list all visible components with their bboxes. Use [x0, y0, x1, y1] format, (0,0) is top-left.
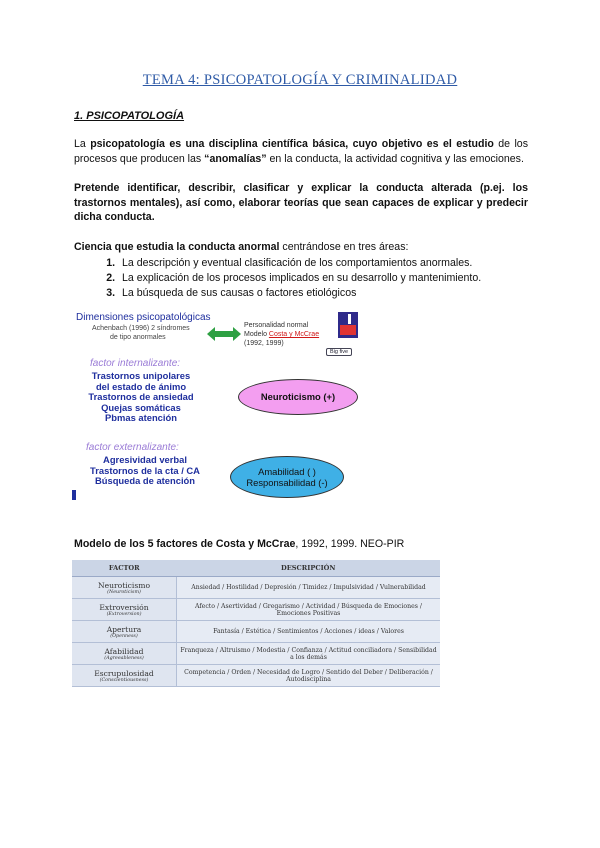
external-factor-label: factor externalizante: [86, 442, 179, 453]
internal-item: Trastornos unipolares [91, 370, 191, 381]
external-item: Trastornos de la cta / CA [90, 464, 200, 476]
p1-t5: en la conducta, la actividad cognitiva y las emociones. [266, 152, 524, 165]
p1-t1: La [74, 138, 91, 150]
p3-rest: centrándose en tres áreas: [279, 241, 409, 253]
factor-english: (Extroversion) [106, 611, 142, 617]
p1-t4: “anomalías” [204, 152, 267, 165]
factor-cell [72, 643, 177, 665]
agreeableness-ellipse [230, 456, 344, 498]
internal-item: Pbmas atención [105, 412, 177, 424]
description-cell: Fantasía / Estética / Sentimientos / Acciones / ideas / Valores [177, 621, 441, 643]
list-item: 2. La explicación de los procesos implicados en su desarrollo y mantenimiento. [118, 271, 538, 286]
description-cell: Competencia / Orden / Necesidad de Logro / Sentido del Deber / Deliberación / Autodisciplina [177, 665, 441, 687]
table-row [72, 621, 440, 643]
pers-line2 [244, 331, 319, 338]
internal-item: Quejas somáticas [101, 401, 181, 413]
p3-bold: Ciencia que estudia la conducta anormal [74, 241, 280, 253]
caption-bold: Modelo de los 5 factores de Costa y McCrae [74, 538, 296, 550]
description-cell: Ansiedad / Hostilidad / Depresión / Timidez / Impulsividad / Vulnerabilidad [177, 577, 441, 599]
dim-sub2: de tipo anormales [110, 334, 166, 341]
factor-name: Apertura [106, 624, 142, 634]
neuroticism-ellipse: Neuroticismo (+) [238, 379, 358, 415]
p1-t3: de los procesos que producen las [74, 138, 528, 165]
factor-name: Extroversión [99, 602, 149, 612]
dimensions-figure [72, 310, 372, 500]
neo-pir-table [72, 560, 440, 687]
table-row [72, 643, 440, 665]
areas-list [74, 256, 538, 301]
description-cell: Franqueza / Altruismo / Modestia / Confianza / Actitud conciliadora / Sensibilidad a los demás [177, 643, 441, 665]
factor-english: (Conscientiousness) [99, 677, 149, 683]
big-five-badge: Big five [326, 348, 352, 356]
ell2-line2: Responsabilidad (-) [246, 477, 328, 488]
factor-name: Neuroticismo [97, 580, 151, 590]
table-row [72, 577, 440, 599]
external-item: Búsqueda de atención [94, 475, 196, 487]
table-caption [74, 538, 404, 550]
paragraph-definition [74, 137, 528, 166]
paragraph-goal: Pretende identificar, describir, clasificar y explicar la conducta alterada (p.ej. los trastornos mentales), así como, elaborar teorías que sean capaces de explicar y predecir dicha conducta. [74, 182, 528, 224]
factor-cell [72, 599, 177, 621]
description-cell: Afecto / Asertividad / Gregarismo / Actividad / Búsqueda de Emociones / Emociones Positivas [177, 599, 441, 621]
caption-rest: , 1992, 1999. NEO-PIR [295, 538, 405, 550]
factor-name: Escrupulosidad [94, 668, 154, 678]
dim-title: Dimensiones psicopatológicas [76, 312, 211, 323]
list-item: 1. La descripción y eventual clasificación de los comportamientos anormales. [118, 256, 538, 271]
bullet-mark [72, 490, 76, 500]
header-description: DESCRIPCIÓN [177, 560, 441, 577]
page-title: TEMA 4: PSICOPATOLOGÍA Y CRIMINALIDAD [142, 72, 458, 88]
pers-line1: Personalidad normal [244, 322, 309, 329]
section-heading: 1. PSICOPATOLOGÍA [74, 110, 185, 122]
ell2-line1: Amabilidad ( ) [258, 466, 316, 477]
factor-cell [72, 665, 177, 687]
dim-sub1: Achenbach (1996) 2 síndromes [92, 325, 190, 332]
internal-factor-label: factor internalizante: [90, 358, 181, 369]
internal-items [80, 371, 202, 424]
external-item: Agresividad verbal [103, 454, 187, 465]
list-item: 3. La búsqueda de sus causas o factores etiológicos [118, 286, 538, 301]
factor-english: (Agreeableness) [104, 655, 144, 661]
table-header-row [72, 560, 440, 577]
pers-line3: (1992, 1999) [244, 340, 284, 347]
factor-name: Afabilidad [104, 646, 144, 656]
factor-english: (Openness) [110, 633, 138, 639]
pers-line2a: Modelo [244, 331, 269, 338]
internal-item: Trastornos de ansiedad [88, 391, 194, 403]
internal-item: del estado de ánimo [95, 380, 187, 392]
book-icon [338, 312, 358, 338]
external-items [78, 455, 212, 487]
double-arrow-icon [207, 327, 241, 341]
table-row [72, 665, 440, 687]
factor-cell [72, 577, 177, 599]
header-factor: FACTOR [72, 560, 177, 577]
factor-cell [72, 621, 177, 643]
factor-english: (Neuroticism) [107, 589, 141, 595]
p1-t2: psicopatología es una disciplina científica básica, cuyo objetivo es el estudio [90, 138, 494, 150]
table-row [72, 599, 440, 621]
paragraph-areas-intro [74, 240, 528, 255]
pers-line2b: Costa y McCrae [268, 331, 320, 338]
